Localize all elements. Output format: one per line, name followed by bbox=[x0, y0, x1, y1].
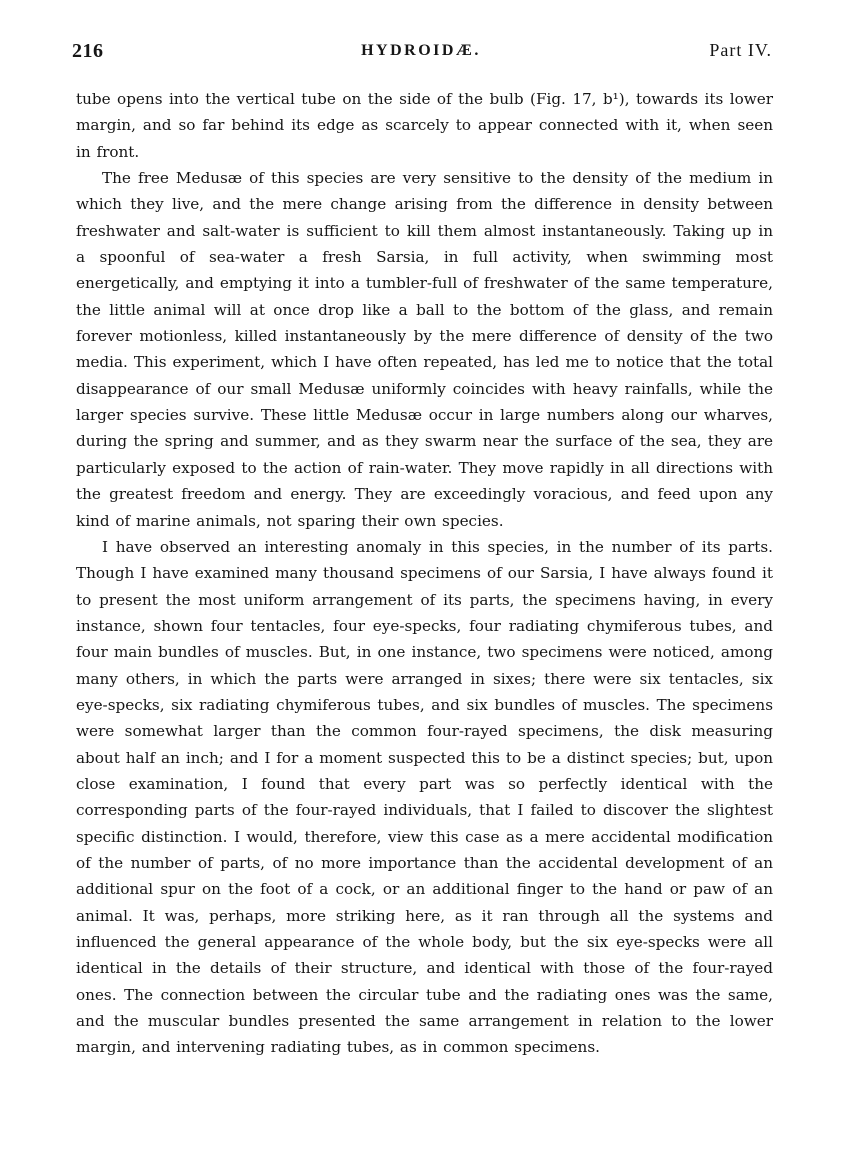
running-head: HYDROIDÆ. bbox=[361, 42, 481, 59]
paragraph-continuation: tube opens into the vertical tube on the side of the bulb (Fig. 17, b¹), towards its lower margin, and so far behind its edge as scarcely to appear connected with it, when seen in front. bbox=[76, 90, 773, 161]
body-text bbox=[76, 86, 773, 1061]
paragraph-anomaly: I have observed an interesting anomaly in this species, in the number of its parts. Though I have examined many thousand specimens of our Sarsia, I have always found it to present the most uniform arrangement of its parts, the specimens having, in every instance, shown four tentacles, four eye-specks, four radiating chymiferous tubes, and four main bundles of muscles. But, in one instance, two specimens were noticed, among many others, in which the parts were arranged in sixes; there were six tentacles, six eye-specks, six radiating chymiferous tubes, and six bundles of muscles. The specimens were somewhat larger than the common four-rayed specimens, the disk measuring about half an inch; and I for a moment suspected this to be a distinct species; but, upon close examination, I found that every part was so perfectly identical with the corresponding parts of the four-rayed individuals, that I failed to discover the slightest specific distinction. I would, therefore, view this case as a mere accidental modification of the number of parts, of no more importance than the accidental development of an additional spur on the foot of a cock, or an additional finger to the hand or paw of an animal. It was, perhaps, more striking here, as it ran through all the systems and influenced the general appearance of the whole body, but the six eye-specks were all identical in the details of their structure, and identical with those of the four-rayed ones. The connection between the circular tube and the radiating ones was the same, and the muscular bundles presented the same arrangement in relation to the lower margin, and intervening radiating tubes, as in common specimens. bbox=[76, 537, 773, 1057]
paragraph-density: The free Medusæ of this species are very sensitive to the density of the medium in which they live, and the mere change arising from the difference in density between freshwater and salt-water is sufficient to kill them almost instantaneously. Taking up in a spoonful of sea-water a fresh Sarsia, in full activity, when swimming most energetically, and emptying it into a tumbler-full of freshwater of the same temperature, the little animal will at once drop like a ball to the bottom of the glass, and remain forever motionless, killed instantaneously by the mere difference of density of the two media. This experiment, which I have often repeated, has led me to notice that the total disappearance of our small Medusæ uniformly coincides with heavy rainfalls, while the larger species survive. These little Medusæ occur in large numbers along our wharves, during the spring and summer, and as they swarm near the surface of the sea, they are particularly exposed to the action of rain-water. They move rapidly in all directions with the greatest freedom and energy. They are exceedingly voracious, and feed upon any kind of marine animals, not sparing their own species. bbox=[76, 169, 773, 530]
page-number: 216 bbox=[72, 40, 104, 62]
page-header bbox=[70, 40, 772, 70]
part-label: Part IV. bbox=[709, 40, 772, 60]
